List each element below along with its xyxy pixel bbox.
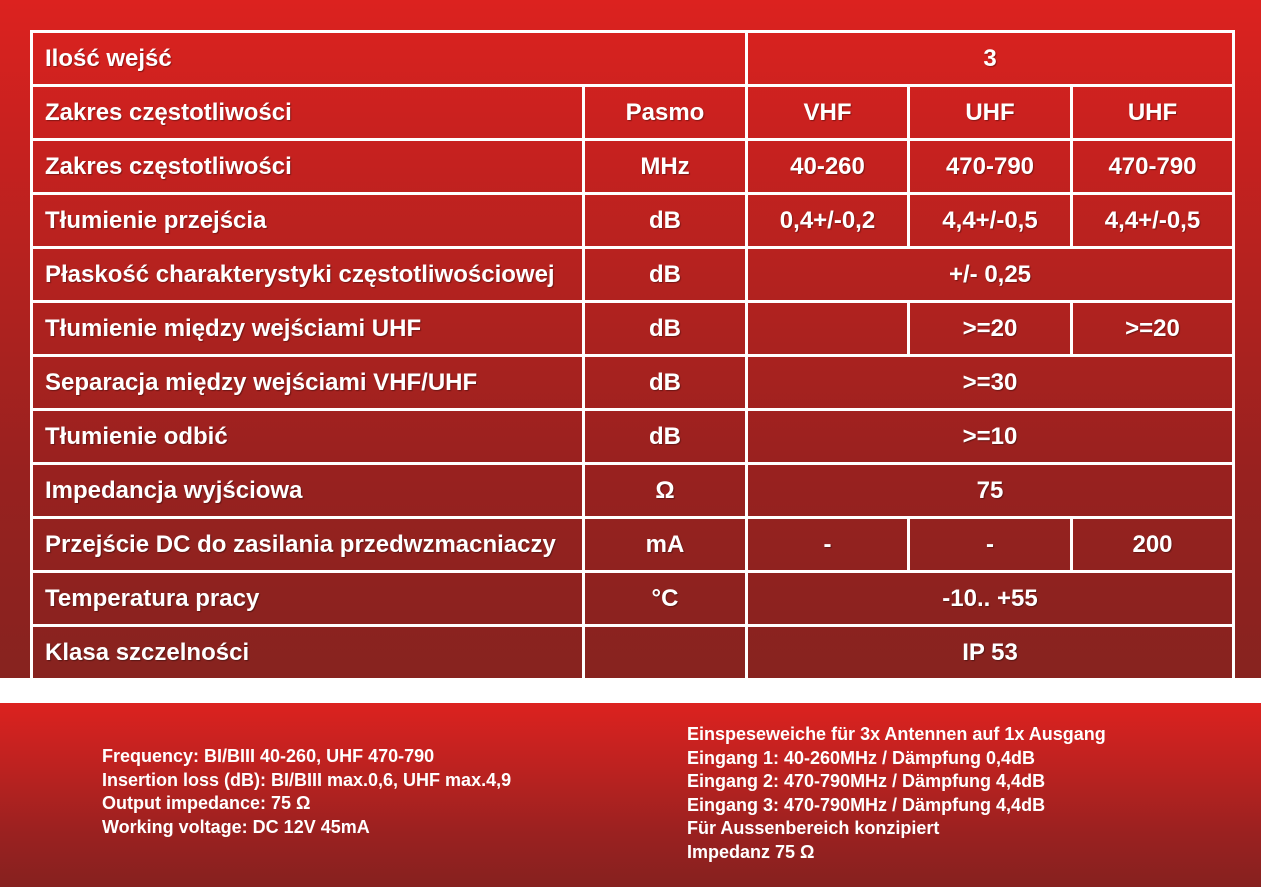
table-row [32, 302, 1234, 356]
row-value: - [747, 518, 909, 572]
note-line: Impedanz 75 Ω [687, 841, 815, 862]
spec-table [30, 30, 1235, 681]
row-value: 470-790 [909, 140, 1072, 194]
row-unit [584, 626, 747, 680]
table-row [32, 248, 1234, 302]
row-value [747, 302, 909, 356]
row-value: UHF [909, 86, 1072, 140]
row-label: Ilość wejść [32, 32, 747, 86]
german-spec-notes [687, 723, 1106, 864]
row-value: >=20 [909, 302, 1072, 356]
note-line: Insertion loss (dB): BI/BIII max.0,6, UHF max.4,9 [102, 769, 512, 790]
row-value: -10.. +55 [747, 572, 1234, 626]
row-value: - [909, 518, 1072, 572]
row-value: VHF [747, 86, 909, 140]
row-label: Tłumienie przejścia [32, 194, 584, 248]
note-line: Eingang 1: 40-260MHz / Dämpfung 0,4dB [687, 747, 1036, 768]
row-unit: °C [584, 572, 747, 626]
table-row [32, 356, 1234, 410]
table-row [32, 140, 1234, 194]
row-unit: Pasmo [584, 86, 747, 140]
table-row [32, 410, 1234, 464]
row-unit: Ω [584, 464, 747, 518]
table-row [32, 86, 1234, 140]
row-label: Płaskość charakterystyki częstotliwościowej [32, 248, 584, 302]
row-label: Zakres częstotliwości [32, 140, 584, 194]
row-label: Klasa szczelności [32, 626, 584, 680]
row-value: +/- 0,25 [747, 248, 1234, 302]
row-label: Separacja między wejściami VHF/UHF [32, 356, 584, 410]
note-line: Für Aussenbereich konzipiert [687, 818, 940, 838]
row-label: Temperatura pracy [32, 572, 584, 626]
table-row [32, 32, 1234, 86]
row-unit: mA [584, 518, 747, 572]
row-unit: MHz [584, 140, 747, 194]
row-unit: dB [584, 410, 747, 464]
row-value: 4,4+/-0,5 [1072, 194, 1234, 248]
row-value: UHF [1072, 86, 1234, 140]
row-value: 3 [747, 32, 1234, 86]
note-line: Output impedance: 75 Ω [102, 793, 311, 813]
row-unit: dB [584, 248, 747, 302]
row-value: IP 53 [747, 626, 1234, 680]
row-value: 4,4+/-0,5 [909, 194, 1072, 248]
row-label: Zakres częstotliwości [32, 86, 584, 140]
row-value: 40-260 [747, 140, 909, 194]
row-label: Impedancja wyjściowa [32, 464, 584, 518]
row-label: Tłumienie odbić [32, 410, 584, 464]
row-value: >=30 [747, 356, 1234, 410]
note-line: Frequency: BI/BIII 40-260, UHF 470-790 [102, 746, 435, 766]
table-row [32, 626, 1234, 680]
row-value: 470-790 [1072, 140, 1234, 194]
table-row [32, 194, 1234, 248]
row-value: >=10 [747, 410, 1234, 464]
note-line: Eingang 3: 470-790MHz / Dämpfung 4,4dB [687, 794, 1046, 815]
row-unit: dB [584, 302, 747, 356]
row-value: 200 [1072, 518, 1234, 572]
row-value: >=20 [1072, 302, 1234, 356]
english-spec-notes [102, 745, 511, 839]
row-unit: dB [584, 194, 747, 248]
table-row [32, 572, 1234, 626]
table-row [32, 518, 1234, 572]
row-label: Przejście DC do zasilania przedwzmacniaczy [32, 518, 584, 572]
note-line: Einspeseweiche für 3x Antennen auf 1x Ausgang [687, 724, 1106, 744]
row-value: 75 [747, 464, 1234, 518]
row-label: Tłumienie między wejściami UHF [32, 302, 584, 356]
row-value: 0,4+/-0,2 [747, 194, 909, 248]
row-unit: dB [584, 356, 747, 410]
note-line: Eingang 2: 470-790MHz / Dämpfung 4,4dB [687, 771, 1046, 791]
note-line: Working voltage: DC 12V 45mA [102, 816, 370, 837]
table-row [32, 464, 1234, 518]
